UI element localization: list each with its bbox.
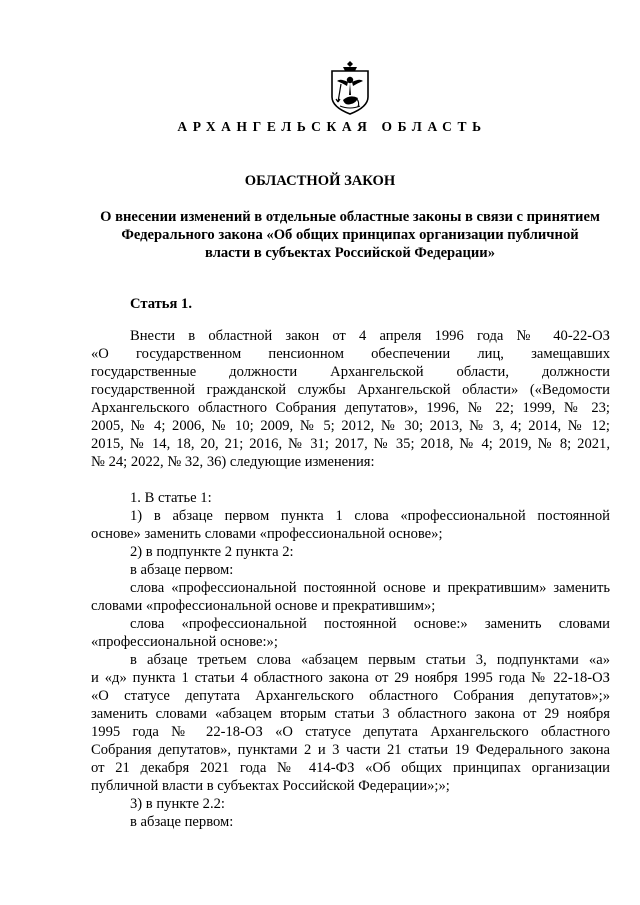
- text-line: государственные должности Архангельской области, должности: [91, 364, 610, 380]
- title-line: власти в субъектах Российской Федерации»: [205, 245, 495, 261]
- text-line: и «д» пункта 1 статьи 4 областного закона от 29 ноября 1995 года № 22-18-ОЗ: [91, 670, 610, 686]
- text-line: 1995 года № 22-18-ОЗ «О статусе депутата Архангельского областного: [91, 724, 610, 740]
- paragraph-gap: [91, 471, 610, 489]
- text-line: словами «профессиональной основе и прекратившим»;: [91, 598, 436, 614]
- text-line: № 24; 2022, № 32, 36) следующие изменения:: [91, 454, 375, 470]
- text-line: «профессиональной основе:»;: [91, 634, 278, 650]
- region-name: АРХАНГЕЛЬСКАЯ ОБЛАСТЬ: [177, 119, 487, 134]
- article-body: [91, 327, 610, 831]
- text-line: в абзаце первом:: [130, 814, 234, 830]
- text-line: в абзаце первом:: [130, 562, 234, 578]
- text-line: Собрания депутатов», пунктами 2 и 3 части 21 статьи 19 Федерального закона: [91, 742, 610, 758]
- title-line: Федерального закона «Об общих принципах организации публичной: [121, 227, 579, 243]
- text-line: слова «профессиональной постоянной основе:» заменить словами: [130, 616, 610, 632]
- article-heading: Статья 1.: [130, 296, 192, 312]
- text-line: 2015, № 14, 18, 20, 21; 2016, № 31; 2017, № 35; 2018, № 4; 2019, № 8; 2021,: [91, 436, 610, 452]
- text-line: «О статусе депутата Архангельского областного Собрания депутатов»;»: [91, 688, 610, 704]
- text-line: 2005, № 4; 2006, № 10; 2009, № 5; 2012, № 30; 2013, № 3, 4; 2014, № 12;: [91, 418, 610, 434]
- text-line: заменить словами «абзацем вторым статьи 3 областного закона от 29 ноября: [91, 706, 610, 722]
- title-line: О внесении изменений в отдельные областные законы в связи с принятием: [100, 209, 600, 225]
- text-line: основе» заменить словами «профессиональной основе»;: [91, 526, 443, 542]
- text-line: слова «профессиональной постоянной основе и прекратившим» заменить: [130, 580, 610, 596]
- text-line: 1) в абзаце первом пункта 1 слова «профессиональной постоянной: [130, 508, 610, 524]
- text-line: в абзаце третьем слова «абзацем первым статьи 3, подпунктами «а»: [130, 652, 610, 668]
- text-line: Внести в областной закон от 4 апреля 1996 года № 40-22-ОЗ: [130, 328, 610, 344]
- document-title: [80, 208, 620, 262]
- text-line: 3) в пункте 2.2:: [130, 796, 225, 812]
- text-line: государственной гражданской службы Архангельской области» («Ведомости: [91, 382, 610, 398]
- text-line: Архангельского областного Собрания депутатов», 1996, № 22; 1999, № 23;: [91, 400, 610, 416]
- text-line: от 21 декабря 2021 года № 414-ФЗ «Об общих принципах организации: [91, 760, 610, 776]
- text-line: публичной власти в субъектах Российской Федерации»;»;: [91, 778, 450, 794]
- text-line: 2) в подпункте 2 пункта 2:: [130, 544, 294, 560]
- text-line: 1. В статье 1:: [130, 490, 212, 506]
- coat-of-arms-icon: [326, 60, 374, 116]
- document-type: ОБЛАСТНОЙ ЗАКОН: [244, 173, 396, 189]
- text-line: «О государственном пенсионном обеспечении лиц, замещавших: [91, 346, 610, 362]
